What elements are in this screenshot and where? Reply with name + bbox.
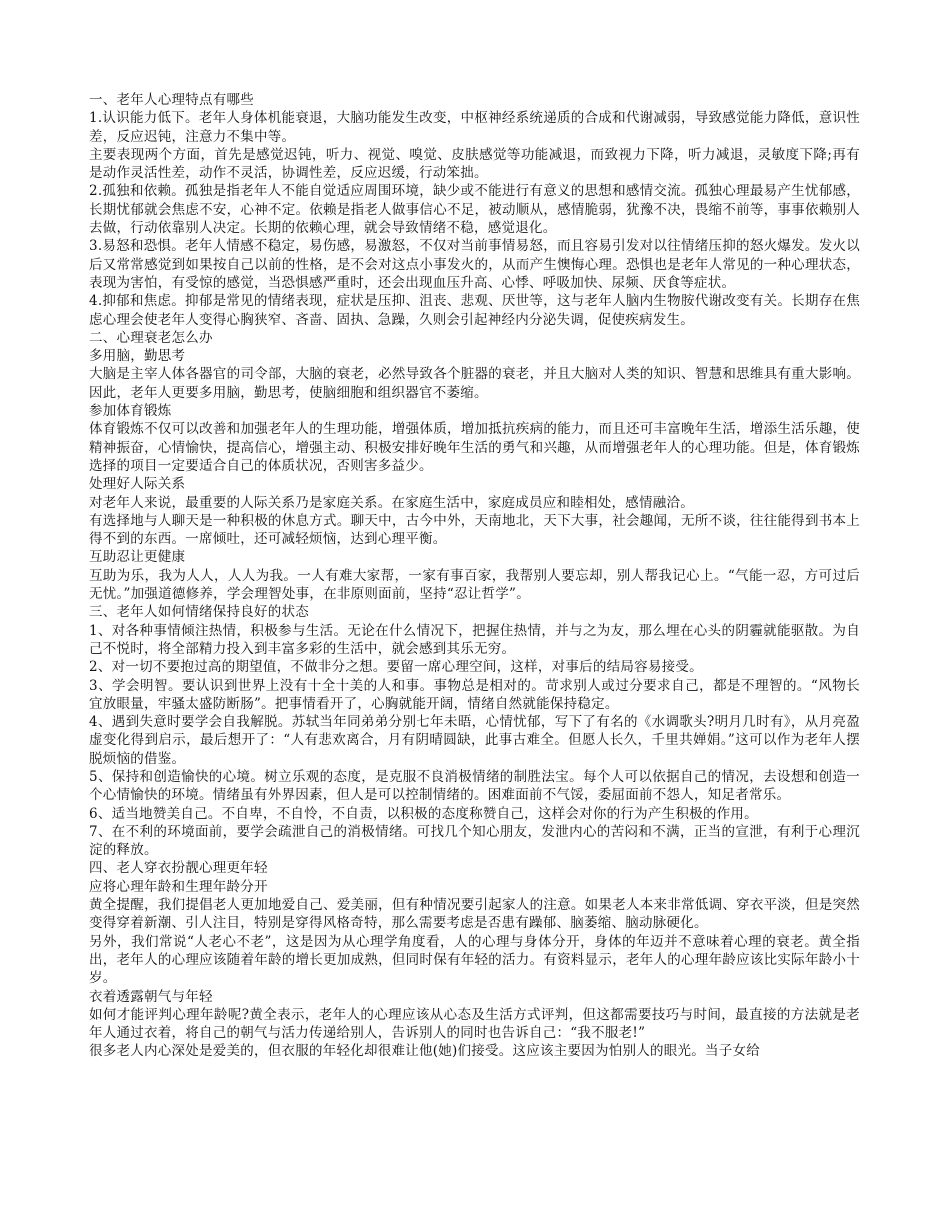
paragraph: 如何才能评判心理年龄呢?黄全表示，老年人的心理应该从心态及生活方式评判，但这都需要技巧与时间，最直接的方法就是老年人通过衣着，将自己的朝气与活力传递给别人，告诉别人的同时也告诉自己：“我不服老!” [89, 1006, 860, 1042]
paragraph: 2、对一切不要抱过高的期望值，不做非分之想。要留一席心理空间，这样，对事后的结局容易接受。 [89, 659, 703, 676]
subheading: 多用脑，勤思考 [89, 348, 186, 365]
paragraph: 4.抑郁和焦虑。抑郁是常见的情绪表现，症状是压抑、沮丧、悲观、厌世等，这与老年人脑内生物胺代谢改变有关。长期存在焦虑心理会使老年人变得心胸狭窄、吝啬、固执、急躁，久则会引起神经内分泌失调，促使疾病发生。 [89, 293, 860, 328]
paragraph: 7、在不利的环境面前，要学会疏泄自己的消极情绪。可找几个知心朋友，发泄内心的苦闷和不满，正当的宣泄，有利于心理沉淀的释放。 [89, 823, 860, 859]
paragraph: 大脑是主宰人体各器官的司令部，大脑的衰老，必然导致各个脏器的衰老，并且大脑对人类的知识、智慧和思维具有重大影响。因此，老年人更要多用脑，勤思考，使脑细胞和组织器官不萎缩。 [89, 366, 860, 401]
paragraph: 4、遇到失意时要学会自我解脱。苏轼当年同弟弟分别七年未晤，心情忧郁，写下了有名的《水调歌头?明月几时有》，从月亮盈虚变化得到启示，最后想开了：“人有悲欢离合，月有阴晴圆缺，此事古难全。但愿人长久，千里共婵娟。”这可以作为老年人摆脱烦恼的借鉴。 [89, 714, 860, 767]
subheading: 参加体育锻炼 [89, 403, 172, 420]
paragraph: 有选择地与人聊天是一种积极的休息方式。聊天中，古今中外，天南地北，天下大事，社会趣闻，无所不谈，往往能得到书本上得不到的东西。一席倾吐，还可减轻烦恼，达到心理平衡。 [89, 512, 860, 548]
paragraph: 对老年人来说，最重要的人际关系乃是家庭关系。在家庭生活中，家庭成员应和睦相处，感情融洽。 [89, 494, 694, 511]
paragraph: 3、学会明智。要认识到世界上没有十全十美的人和事。事物总是相对的。苛求别人或过分要求自己，都是不理智的。“风物长宜放眼量，牢骚太盛防断肠”。把事情看开了，心胸就能开阔，情绪自然就能保持稳定。 [89, 677, 860, 712]
subheading: 应将心理年龄和生理年龄分开 [89, 878, 268, 895]
document-body [89, 91, 860, 1061]
paragraph: 主要表现两个方面，首先是感觉迟钝，听力、视觉、嗅觉、皮肤感觉等功能减退，而致视力下降，听力减退，灵敏度下降;再有是动作灵活性差，动作不灵活，协调性差，反应迟缓，行动笨拙。 [89, 146, 860, 182]
paragraph: 体育锻炼不仅可以改善和加强老年人的生理功能，增强体质，增加抵抗疾病的能力，而且还可丰富晚年生活，增添生活乐趣，使精神振奋，心情愉快，提高信心，增强主动、积极安排好晚年生活的勇气和兴趣，从而增强老年人的心理功能。但是，体育锻炼选择的项目一定要适合自己的体质状况，否则害多益少。 [89, 421, 860, 474]
subheading: 衣着透露朝气与年轻 [89, 988, 213, 1005]
paragraph: 6、适当地赞美自己。不自卑，不自怜，不自责，以积极的态度称赞自己，这样会对你的行为产生积极的作用。 [89, 805, 758, 822]
paragraph: 1、对各种事情倾注热情，积极参与生活。无论在什么情况下，把握住热情，并与之为友，那么埋在心头的阴霾就能驱散。为自己不悦时，将全部精力投入到丰富多彩的生活中，就会感到其乐无穷。 [89, 622, 860, 657]
section-heading-1: 一、老年人心理特点有哪些 [89, 92, 254, 108]
section-heading-2: 二、心理衰老怎么办 [89, 329, 213, 346]
section-heading-3: 三、老年人如何情绪保持良好的状态 [89, 604, 309, 621]
section-heading-4: 四、老人穿衣扮靓心理更年轻 [89, 860, 268, 877]
paragraph: 1.认识能力低下。老年人身体机能衰退，大脑功能发生改变，中枢神经系统递质的合成和代谢减弱，导致感觉能力降低，意识性差，反应迟钝，注意力不集中等。 [89, 110, 860, 145]
paragraph: 3.易怒和恐惧。老年人情感不稳定，易伤感，易激怒，不仅对当前事情易怒，而且容易引发对以往情绪压抑的怒火爆发。发火以后又常常感觉到如果按自己以前的性格，是不会对这点小事发火的，从而产生懊悔心理。恐惧也是老年人常见的一种心理状态，表现为害怕，有受惊的感觉，当恐惧感严重时，还会出现血压升高、心悸、呼吸加快、尿频、厌食等症状。 [89, 238, 860, 291]
paragraph: 互助为乐，我为人人，人人为我。一人有难大家帮，一家有事百家，我帮别人要忘却，别人帮我记心上。“气能一忍，方可过后无忧。”加强道德修养，学会理智处事，在非原则面前，坚持“忍让哲学”。 [89, 567, 860, 603]
paragraph: 黄全提醒，我们提倡老人更加地爱自己、爱美丽，但有种情况要引起家人的注意。如果老人本来非常低调、穿衣平淡，但是突然变得穿着新潮、引人注目，特别是穿得风格奇特，那么需要考虑是否患有躁郁、脑萎缩、脑动脉硬化。 [89, 897, 860, 932]
paragraph: 5、保持和创造愉快的心境。树立乐观的态度，是克服不良消极情绪的制胜法宝。每个人可以依据自己的情况，去设想和创造一个心情愉快的环境。情绪虽有外界因素，但人是可以控制情绪的。困难面前不气馁，委屈面前不怨人，知足者常乐。 [89, 768, 860, 804]
paragraph: 另外，我们常说“人老心不老”，这是因为从心理学角度看，人的心理与身体分开，身体的年迈并不意味着心理的衰老。黄全指出，老年人的心理应该随着年龄的增长更加成熟，但同时保有年轻的活力。有资料显示，老年人的心理年龄应该比实际年龄小十岁。 [89, 933, 860, 987]
subheading: 处理好人际关系 [89, 476, 186, 493]
paragraph: 很多老人内心深处是爱美的，但衣服的年轻化却很难让他(她)们接受。这应该主要因为怕别人的眼光。当子女给 [89, 1043, 761, 1060]
paragraph: 2.孤独和依赖。孤独是指老年人不能自觉适应周围环境，缺少或不能进行有意义的思想和感情交流。孤独心理最易产生忧郁感，长期忧郁就会焦虑不安，心神不定。依赖是指老人做事信心不足，被动顺从，感情脆弱，犹豫不决，畏缩不前等，事事依赖别人去做，行动依靠别人决定。长期的依赖心理，就会导致情绪不稳，感觉退化。 [89, 183, 860, 237]
subheading: 互助忍让更健康 [89, 549, 186, 566]
